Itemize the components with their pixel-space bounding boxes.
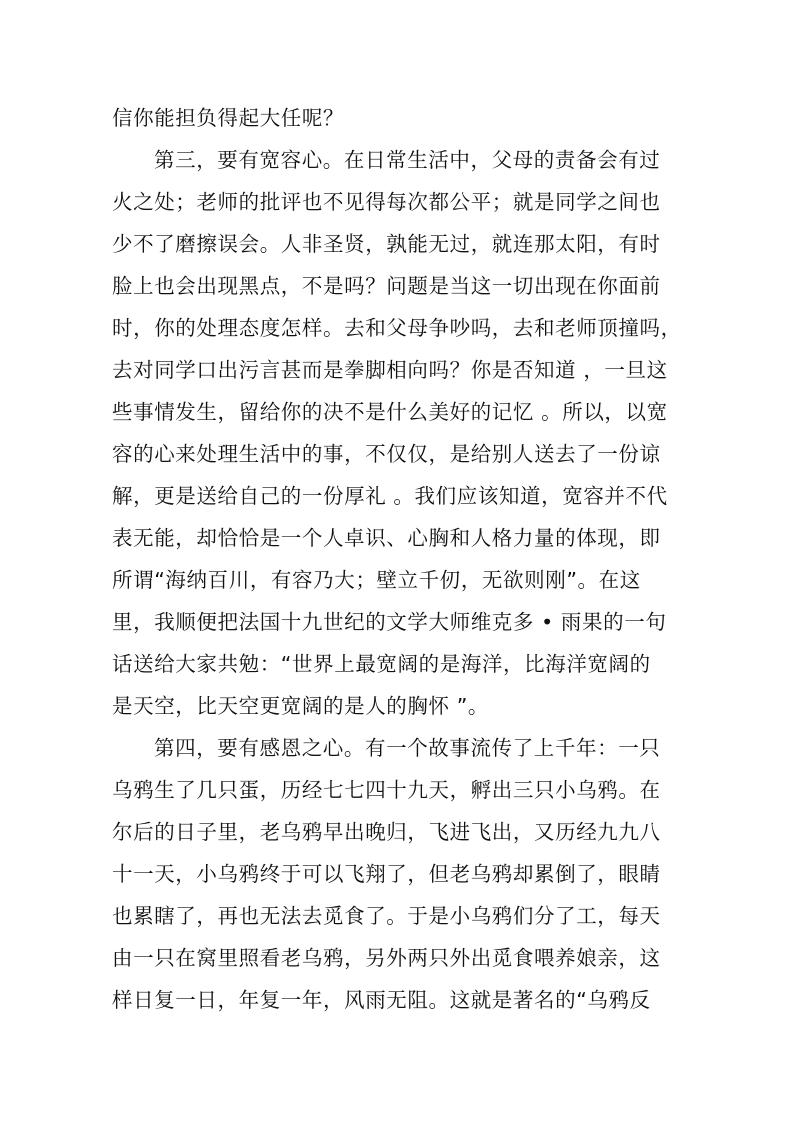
- text-line: 所谓“海纳百川，有容乃大；壁立千仞，无欲则刚”。在这: [112, 568, 641, 592]
- text-line: 时，你的处理态度怎样。去和父母争吵吗，去和老师顶撞吗，: [112, 316, 682, 340]
- text-line: 去对同学口出污言甚而是拳脚相向吗？你是否知道 ，一旦这: [112, 358, 668, 382]
- text-line: 脸上也会出现黑点，不是吗？问题是当这一切出现在你面前: [112, 274, 661, 298]
- text-line: 十一天，小乌鸦终于可以飞翔了，但老乌鸦却累倒了，眼睛: [112, 862, 661, 886]
- text-line: 里，我顺便把法国十九世纪的文学大师维克多 • 雨果的一句: [112, 610, 667, 634]
- text-line: 火之处；老师的批评也不见得每次都公平；就是同学之间也: [112, 190, 661, 214]
- text-line: 也累瞎了，再也无法去觅食了。于是小乌鸦们分了工，每天: [112, 904, 661, 928]
- text-line: 样日复一日，年复一年，风雨无阻。这就是著名的“乌鸦反: [112, 988, 651, 1012]
- text-line: 尔后的日子里，老乌鸦早出晚归，飞进飞出，又历经九九八: [112, 820, 661, 844]
- text-line: 乌鸦生了几只蛋，历经七七四十九天，孵出三只小乌鸦。在: [112, 778, 661, 802]
- text-line: 容的心来处理生活中的事，不仅仅，是给别人送去了一份谅: [112, 442, 661, 466]
- text-line: 话送给大家共勉：“世界上最宽阔的是海洋，比海洋宽阔的: [112, 652, 651, 676]
- paragraph-first-line: 第三，要有宽容心。在日常生活中，父母的责备会有过: [154, 148, 661, 172]
- text-line: 少不了磨擦误会。人非圣贤，孰能无过，就连那太阳，有时: [112, 232, 661, 256]
- text-line: 是天空，比天空更宽阔的是人的胸怀 ”。: [112, 694, 490, 718]
- text-line: 信你能担负得起大任呢？: [112, 106, 345, 130]
- text-line: 由一只在窝里照看老乌鸦，另外两只外出觅食喂养娘亲，这: [112, 946, 661, 970]
- text-line: 些事情发生，留给你的决不是什么美好的记忆 。所以，以宽: [112, 400, 668, 424]
- text-line: 表无能，却恰恰是一个人卓识、心胸和人格力量的体现，即: [112, 526, 661, 550]
- paragraph-first-line: 第四，要有感恩之心。有一个故事流传了上千年：一只: [154, 736, 661, 760]
- text-line: 解，更是送给自己的一份厚礼 。我们应该知道，宽容并不代: [112, 484, 668, 508]
